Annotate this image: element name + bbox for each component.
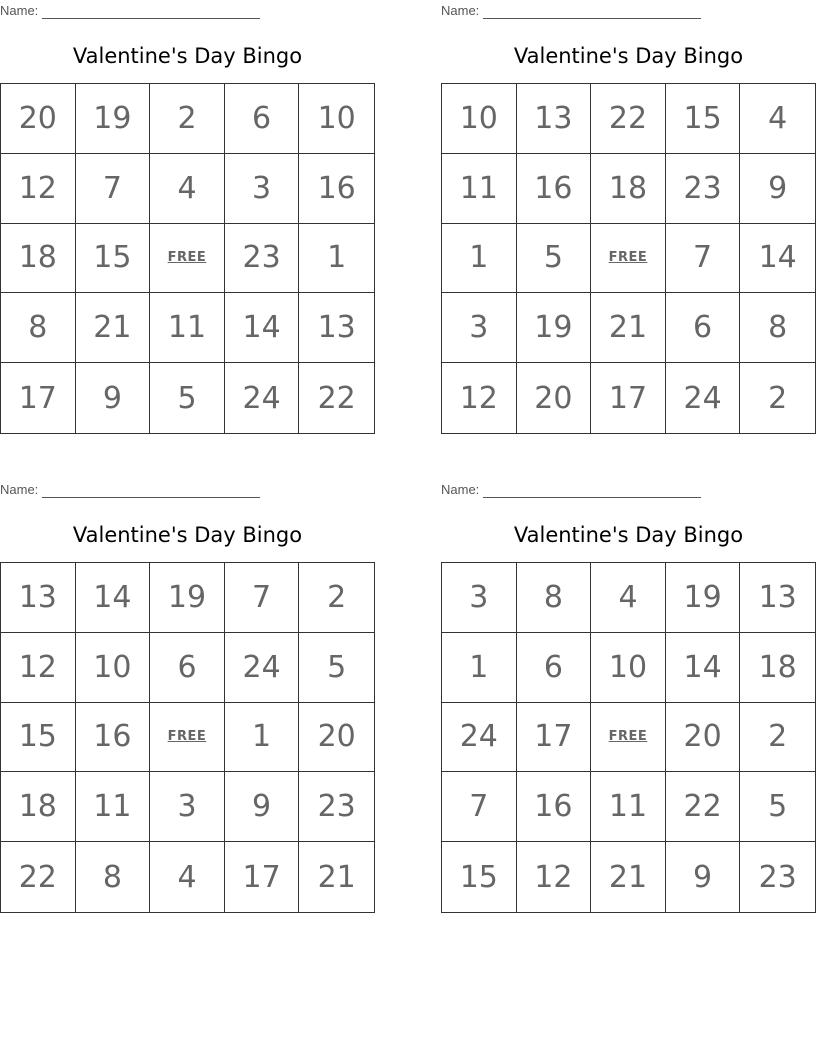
bingo-card-1 <box>0 0 375 435</box>
bingo-cell: 15 <box>1 703 76 773</box>
bingo-cell: 1 <box>225 703 300 773</box>
bingo-grid <box>441 83 816 434</box>
bingo-cell: 15 <box>76 224 151 294</box>
bingo-grid <box>0 562 375 913</box>
bingo-cell: 9 <box>76 363 151 433</box>
bingo-cell: 10 <box>76 633 151 703</box>
free-space: FREE <box>591 703 666 773</box>
bingo-cell: 14 <box>225 293 300 363</box>
bingo-cell: 16 <box>299 154 374 224</box>
card-title: Valentine's Day Bingo <box>513 44 744 68</box>
name-label: Name: <box>0 3 39 18</box>
bingo-cell: 23 <box>666 154 741 224</box>
name-line <box>0 482 260 498</box>
bingo-cell: 8 <box>76 842 151 912</box>
bingo-cell: 12 <box>442 363 517 433</box>
bingo-cell: 19 <box>666 563 741 633</box>
bingo-cell: 9 <box>225 772 300 842</box>
bingo-cell: 22 <box>1 842 76 912</box>
bingo-cell: 1 <box>299 224 374 294</box>
bingo-cell: 2 <box>299 563 374 633</box>
name-underline <box>483 6 701 19</box>
bingo-cell: 12 <box>1 633 76 703</box>
free-space: FREE <box>150 703 225 773</box>
bingo-cell: 24 <box>442 703 517 773</box>
bingo-cell: 8 <box>740 293 815 363</box>
bingo-cell: 10 <box>442 84 517 154</box>
bingo-cell: 10 <box>299 84 374 154</box>
bingo-cell: 19 <box>517 293 592 363</box>
name-underline <box>483 485 701 498</box>
bingo-cell: 23 <box>299 772 374 842</box>
bingo-card-3 <box>0 479 375 914</box>
bingo-cell: 17 <box>225 842 300 912</box>
bingo-grid <box>441 562 816 913</box>
bingo-cell: 16 <box>517 772 592 842</box>
bingo-cell: 21 <box>591 293 666 363</box>
bingo-cell: 20 <box>1 84 76 154</box>
bingo-cell: 4 <box>591 563 666 633</box>
bingo-cell: 7 <box>666 224 741 294</box>
bingo-cell: 12 <box>517 842 592 912</box>
name-label: Name: <box>441 3 480 18</box>
free-space: FREE <box>150 224 225 294</box>
name-label: Name: <box>0 482 39 497</box>
bingo-card-2 <box>441 0 816 435</box>
bingo-cell: 7 <box>76 154 151 224</box>
card-title: Valentine's Day Bingo <box>72 44 303 68</box>
bingo-cell: 6 <box>150 633 225 703</box>
bingo-cell: 3 <box>442 563 517 633</box>
bingo-cell: 15 <box>442 842 517 912</box>
bingo-cell: 6 <box>666 293 741 363</box>
bingo-cell: 24 <box>225 363 300 433</box>
bingo-cell: 22 <box>317 380 356 416</box>
bingo-cell: 5 <box>740 772 815 842</box>
bingo-cell: 13 <box>517 84 592 154</box>
bingo-cell: 18 <box>591 154 666 224</box>
bingo-cell: 2 <box>740 703 815 773</box>
bingo-cell: 9 <box>740 154 815 224</box>
bingo-cell: 5 <box>150 363 225 433</box>
bingo-cell: 11 <box>76 772 151 842</box>
bingo-cell: 17 <box>591 363 666 433</box>
bingo-cell: 21 <box>76 293 151 363</box>
bingo-cell: 22 <box>666 772 741 842</box>
bingo-cell: 4 <box>740 84 815 154</box>
name-underline <box>42 485 260 498</box>
bingo-cell: 20 <box>517 363 592 433</box>
bingo-cell: 21 <box>317 859 356 895</box>
bingo-cell: 4 <box>150 154 225 224</box>
bingo-cell: 12 <box>1 154 76 224</box>
bingo-cell: 6 <box>517 633 592 703</box>
bingo-cell: 23 <box>758 859 797 895</box>
bingo-cell: 8 <box>1 293 76 363</box>
bingo-cell: 24 <box>666 363 741 433</box>
bingo-cell: 14 <box>666 633 741 703</box>
bingo-cell: 3 <box>150 772 225 842</box>
bingo-cell: 14 <box>76 563 151 633</box>
bingo-cell: 19 <box>76 84 151 154</box>
name-label: Name: <box>441 482 480 497</box>
bingo-cell: 17 <box>517 703 592 773</box>
bingo-cell: 10 <box>591 633 666 703</box>
bingo-cell: 20 <box>666 703 741 773</box>
bingo-cell: 16 <box>76 703 151 773</box>
bingo-cell: 13 <box>740 563 815 633</box>
name-line <box>0 3 260 19</box>
bingo-cell: 18 <box>740 633 815 703</box>
bingo-cell: 22 <box>591 84 666 154</box>
bingo-cell: 18 <box>1 772 76 842</box>
bingo-cell: 2 <box>768 380 788 416</box>
bingo-cell: 11 <box>591 772 666 842</box>
bingo-cell: 3 <box>225 154 300 224</box>
bingo-cell: 24 <box>225 633 300 703</box>
bingo-cell: 17 <box>1 363 76 433</box>
bingo-cell: 1 <box>442 633 517 703</box>
name-line <box>441 482 701 498</box>
bingo-cell: 13 <box>299 293 374 363</box>
bingo-cell: 5 <box>517 224 592 294</box>
bingo-cell: 18 <box>1 224 76 294</box>
bingo-cell: 1 <box>442 224 517 294</box>
bingo-card-4 <box>441 479 816 914</box>
bingo-cell: 3 <box>442 293 517 363</box>
bingo-cell: 8 <box>517 563 592 633</box>
bingo-cell: 19 <box>150 563 225 633</box>
bingo-cell: 7 <box>225 563 300 633</box>
bingo-cell: 5 <box>299 633 374 703</box>
name-underline <box>42 6 260 19</box>
bingo-grid <box>0 83 375 434</box>
card-title: Valentine's Day Bingo <box>513 523 744 547</box>
bingo-cell: 13 <box>1 563 76 633</box>
bingo-cell: 20 <box>299 703 374 773</box>
bingo-cell: 2 <box>150 84 225 154</box>
bingo-cell: 11 <box>150 293 225 363</box>
card-title: Valentine's Day Bingo <box>72 523 303 547</box>
bingo-cell: 23 <box>225 224 300 294</box>
bingo-cell: 16 <box>517 154 592 224</box>
bingo-cell: 7 <box>442 772 517 842</box>
bingo-cell: 11 <box>442 154 517 224</box>
bingo-cell: 21 <box>591 842 666 912</box>
bingo-cell: 6 <box>225 84 300 154</box>
name-line <box>441 3 701 19</box>
bingo-cell: 15 <box>666 84 741 154</box>
bingo-cell: 14 <box>740 224 815 294</box>
bingo-cell: 9 <box>666 842 741 912</box>
free-space: FREE <box>591 224 666 294</box>
bingo-cell: 4 <box>150 842 225 912</box>
